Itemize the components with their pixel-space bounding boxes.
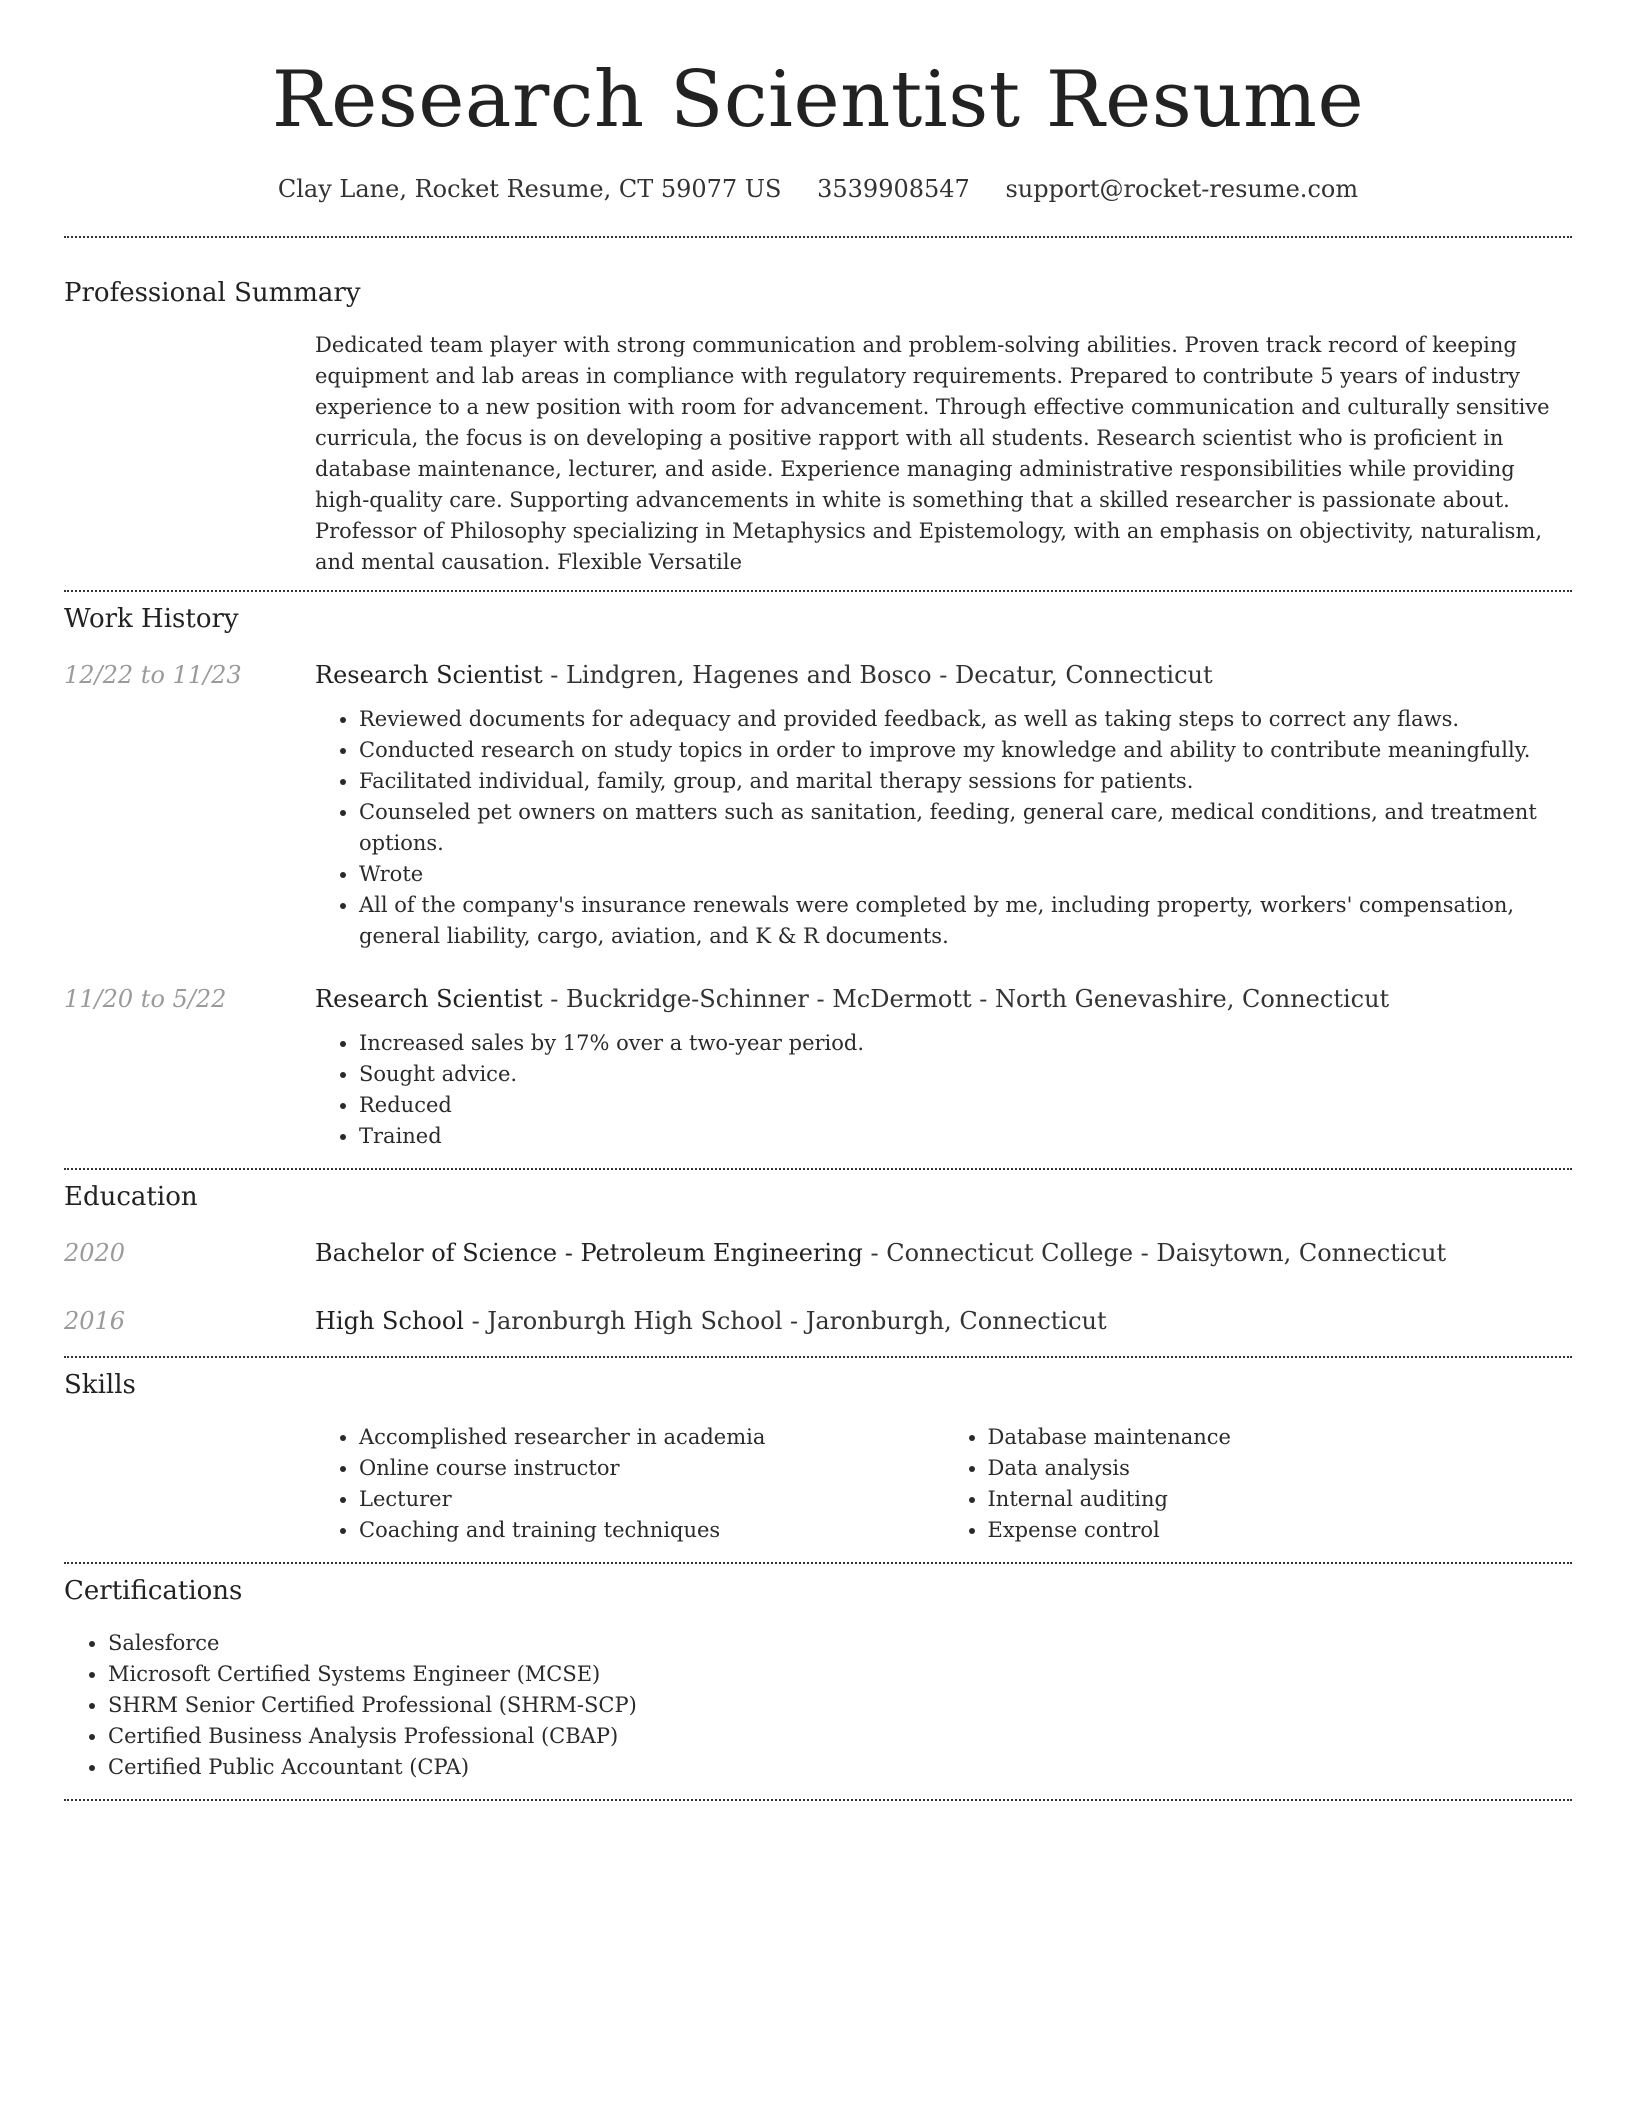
- summary-section: [64, 276, 1572, 578]
- resume-page: [64, 0, 1572, 1801]
- list-item: • Online course instructor: [359, 1453, 944, 1484]
- list-item: • Sought advice.: [359, 1059, 1572, 1090]
- job-entry: [64, 982, 1572, 1152]
- job-title-line: Research Scientist - Lindgren, Hagenes and Bosco - Decatur, Connecticut: [315, 661, 1213, 689]
- skills-section: [64, 1368, 1572, 1546]
- list-item: • Increased sales by 17% over a two-year period.: [359, 1028, 1572, 1059]
- job-entry: [64, 658, 1572, 952]
- list-item: • Accomplished researcher in academia: [359, 1422, 944, 1453]
- divider: [64, 590, 1572, 592]
- divider: [64, 1799, 1572, 1801]
- list-item: • Reduced: [359, 1090, 1572, 1121]
- list-item: • Certified Public Accountant (CPA): [108, 1752, 1572, 1783]
- list-item: • Expense control: [988, 1515, 1573, 1546]
- job-dates: 12/22 to 11/23: [64, 661, 242, 689]
- education-school: Connecticut College - Daisytown, Connecticut: [886, 1239, 1447, 1267]
- education-school: Jaronburgh High School - Jaronburgh, Connecticut: [487, 1307, 1107, 1335]
- education-year: 2020: [64, 1239, 126, 1267]
- education-degree: High School: [315, 1307, 464, 1335]
- list-item: • Wrote: [359, 859, 1572, 890]
- resume-title: Research Scientist Resume: [271, 55, 1365, 145]
- education-degree: Bachelor of Science - Petroleum Engineering: [315, 1239, 863, 1267]
- divider: [64, 1356, 1572, 1358]
- divider: [64, 236, 1572, 238]
- education-title-line: High School - Jaronburgh High School - Jaronburgh, Connecticut: [315, 1307, 1107, 1335]
- job-bullets: [315, 704, 1572, 952]
- job-role: Research Scientist: [315, 985, 543, 1013]
- divider: [64, 1168, 1572, 1170]
- section-heading-education: Education: [64, 1182, 198, 1212]
- list-item: • Facilitated individual, family, group, and marital therapy sessions for patients.: [359, 766, 1572, 797]
- job-role: Research Scientist: [315, 661, 543, 689]
- list-item: • Microsoft Certified Systems Engineer (MCSE): [108, 1659, 1572, 1690]
- section-heading-work: Work History: [64, 604, 239, 634]
- list-item: • Data analysis: [988, 1453, 1573, 1484]
- education-entry: [64, 1304, 1572, 1338]
- section-heading-skills: Skills: [64, 1370, 136, 1400]
- list-item: • All of the company's insurance renewals were completed by me, including property, workers' compensation, general liability, cargo, aviation, and K & R documents.: [359, 890, 1572, 952]
- skills-list-right: [944, 1422, 1573, 1546]
- skills-columns: [315, 1422, 1572, 1546]
- list-item: • Certified Business Analysis Professional (CBAP): [108, 1721, 1572, 1752]
- section-heading-summary: Professional Summary: [64, 278, 361, 308]
- list-item: • Lecturer: [359, 1484, 944, 1515]
- contact-phone: 3539908547: [817, 175, 970, 203]
- job-title-line: Research Scientist - Buckridge-Schinner - McDermott - North Genevashire, Connecticut: [315, 985, 1390, 1013]
- job-employer: Lindgren, Hagenes and Bosco - Decatur, Connecticut: [565, 661, 1213, 689]
- education-title-line: Bachelor of Science - Petroleum Engineering - Connecticut College - Daisytown, Connecticut: [315, 1239, 1447, 1267]
- job-employer: Buckridge-Schinner - McDermott - North Genevashire, Connecticut: [565, 985, 1390, 1013]
- job-bullets: [315, 1028, 1572, 1152]
- contact-address: Clay Lane, Rocket Resume, CT 59077 US: [277, 175, 782, 203]
- section-heading-certifications: Certifications: [64, 1576, 243, 1606]
- list-item: • Database maintenance: [988, 1422, 1573, 1453]
- list-item: • Counseled pet owners on matters such as sanitation, feeding, general care, medical conditions, and treatment options.: [359, 797, 1572, 859]
- contact-line: [64, 172, 1572, 206]
- list-item: • Coaching and training techniques: [359, 1515, 944, 1546]
- list-item: • Conducted research on study topics in order to improve my knowledge and ability to contribute meaningfully.: [359, 735, 1572, 766]
- certifications-list: [64, 1628, 1572, 1783]
- certifications-section: [64, 1574, 1572, 1783]
- education-section: [64, 1180, 1572, 1338]
- list-item: • Reviewed documents for adequacy and provided feedback, as well as taking steps to correct any flaws.: [359, 704, 1572, 735]
- work-history-section: [64, 602, 1572, 1152]
- list-item: • Internal auditing: [988, 1484, 1573, 1515]
- list-item: • Trained: [359, 1121, 1572, 1152]
- divider: [64, 1562, 1572, 1564]
- education-year: 2016: [64, 1307, 126, 1335]
- skills-list-left: [315, 1422, 944, 1546]
- contact-email[interactable]: support@rocket-resume.com: [1005, 175, 1359, 203]
- education-entry: [64, 1236, 1572, 1270]
- list-item: • Salesforce: [108, 1628, 1572, 1659]
- summary-text: Dedicated team player with strong communication and problem-solving abilities. Proven track record of keeping equipment and lab areas in compliance with regulatory requirements. Prepared to contribute 5 years of industry experience to a new position with room for advancement. Through effective communication and culturally sensitive curricula, the focus is on developing a positive rapport with all students. Research scientist who is proficient in database maintenance, lecturer, and aside. Experience managing administrative responsibilities while providing high-quality care. Supporting advancements in white is something that a skilled researcher is passionate about. Professor of Philosophy specializing in Metaphysics and Epistemology, with an emphasis on objectivity, naturalism, and mental causation. Flexible Versatile: [315, 333, 1550, 574]
- list-item: • SHRM Senior Certified Professional (SHRM-SCP): [108, 1690, 1572, 1721]
- job-dates: 11/20 to 5/22: [64, 985, 227, 1013]
